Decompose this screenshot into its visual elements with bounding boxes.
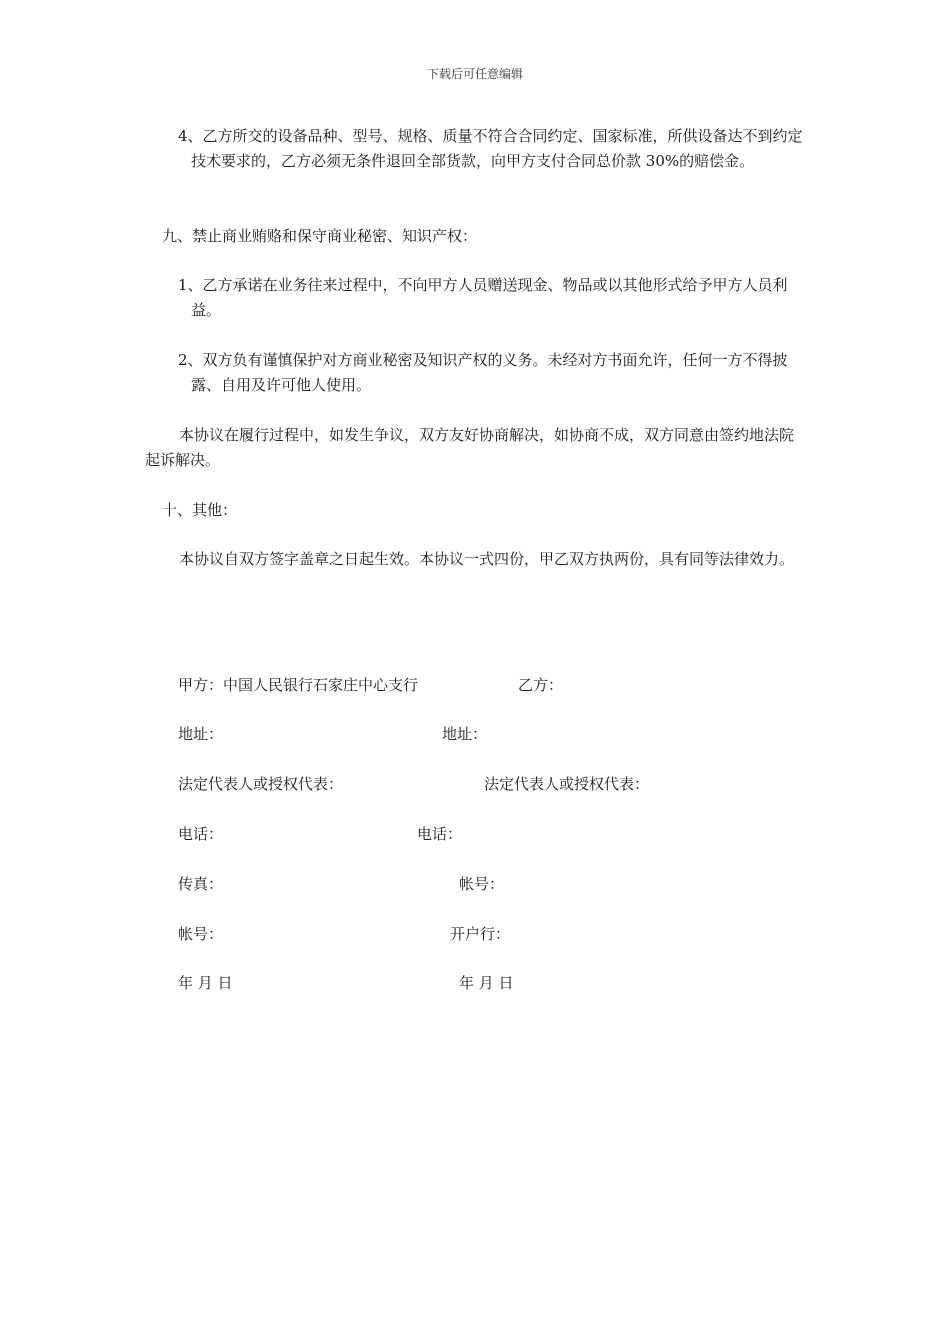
party-b-account: 帐号： <box>459 875 505 893</box>
party-b-phone: 电话： <box>417 825 463 843</box>
clause-9-item-2: 2、双方负有谨慎保护对方商业秘密及知识产权的义务。未经对方书面允许，任何一方不得披露、自用及许可他人使用。 <box>178 351 788 394</box>
party-a-phone: 电话： <box>178 825 224 843</box>
party-a-date: 年 月 日 <box>178 974 233 992</box>
party-b-address: 地址： <box>442 725 488 743</box>
clause-10-title: 十、其他： <box>162 501 238 519</box>
clause-9-title: 九、禁止商业贿赂和保守商业秘密、知识产权： <box>162 227 478 245</box>
clause-8-item-4: 4、乙方所交的设备品种、型号、规格、质量不符合合同约定、国家标准，所供设备达不到约定技术要求的，乙方必须无条件退回全部货款，向甲方支付合同总价款 30%的赔偿金。 <box>178 127 803 170</box>
party-a-account: 帐号： <box>178 925 224 943</box>
party-b-representative: 法定代表人或授权代表： <box>484 775 650 793</box>
party-b-date: 年 月 日 <box>459 974 514 992</box>
party-b-name: 乙方： <box>518 676 564 694</box>
party-a-fax: 传真： <box>178 875 224 893</box>
page-header: 下载后可任意编辑 <box>426 67 523 81</box>
party-a-address: 地址： <box>178 725 224 743</box>
party-a-name: 甲方：中国人民银行石家庄中心支行 <box>178 676 419 694</box>
party-a-representative: 法定代表人或授权代表： <box>178 775 344 793</box>
dispute-paragraph: 本协议在履行过程中，如发生争议，双方友好协商解决，如协商不成，双方同意由签约地法院起诉解决。 <box>145 426 795 469</box>
party-b-bank: 开户行： <box>450 925 511 943</box>
clause-9-item-1: 1、乙方承诺在业务往来过程中，不向甲方人员赠送现金、物品或以其他形式给予甲方人员利益。 <box>178 276 788 319</box>
effective-paragraph: 本协议自双方签字盖章之日起生效。本协议一式四份，甲乙双方执两份，具有同等法律效力。 <box>179 550 795 568</box>
